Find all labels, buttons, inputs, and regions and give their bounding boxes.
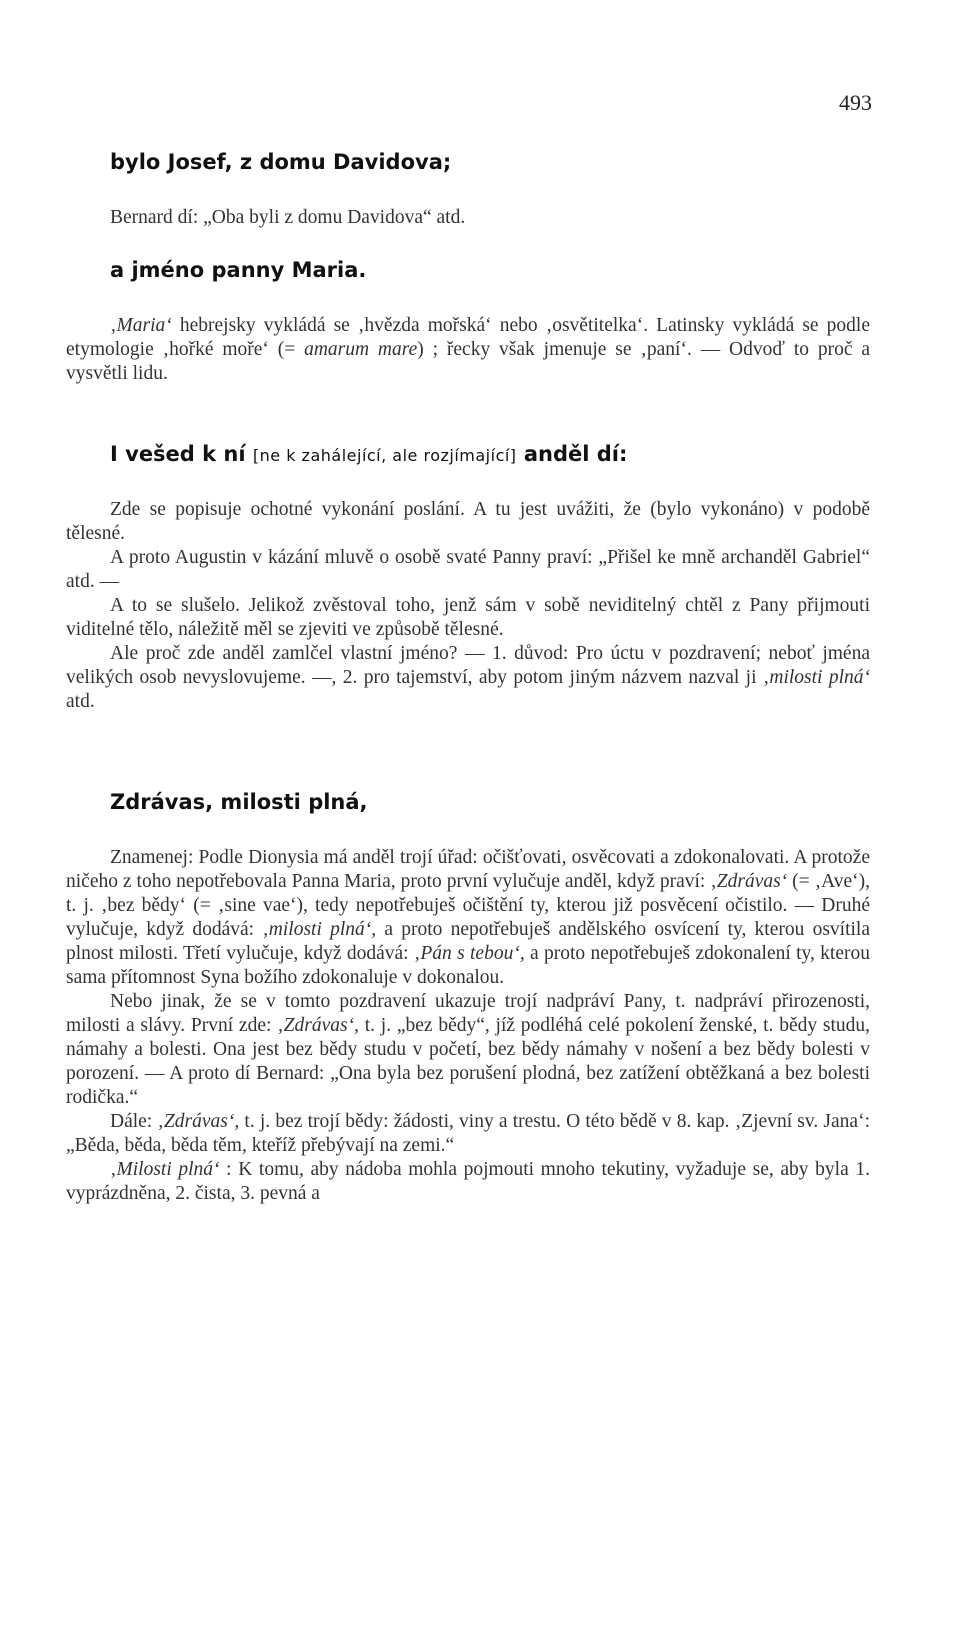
text-run: ) ; řecky však jmenuje se ‚paní‘. — Odvoď to proč a vysvětli lidu. — [66, 339, 870, 384]
heading-part: I vešed k ní — [110, 442, 253, 466]
emphasis: amarum mare — [304, 339, 418, 360]
emphasis: ‚Zdrávas‘, — [277, 1015, 359, 1036]
emphasis: ‚Maria‘ — [110, 315, 172, 336]
emphasis: ‚Pán s tebou‘, — [413, 943, 525, 964]
emphasis: ‚Milosti plná‘ — [110, 1159, 220, 1180]
text-run: Dále: — [110, 1111, 158, 1132]
emphasis: ‚milosti plná‘, — [262, 919, 377, 940]
heading-part: anděl dí: — [516, 442, 628, 466]
paragraph — [66, 642, 870, 714]
emphasis: ‚milosti plná‘ — [762, 667, 871, 688]
heading-angel — [110, 442, 627, 466]
paragraph — [66, 1110, 870, 1158]
text-run: Nebo jinak, že se v tomto pozdravení ukazuje trojí nadpráví Pany, t. nadpráví přirozenosti, milosti a slávy. První zde: — [66, 991, 870, 1036]
text-run: Ale proč zde anděl zamlčel vlastní jméno? — 1. důvod: Pro úctu v pozdravení; neboť jména velikých osob nevyslovujeme. —, 2. pro tajemství, aby potom jiným názvem nazval ji — [66, 643, 870, 688]
text-run: atd. — [66, 691, 95, 712]
paragraph-group-zdravas — [66, 846, 870, 1206]
paragraph: A proto Augustin v kázání mluvě o osobě svaté Panny praví: „Přišel ke mně archanděl Gabriel“ atd. — — [66, 547, 870, 592]
text-run: Znamenej: Podle Dionysia má anděl trojí úřad: očišťovati, osvěcovati a zdokonalovati. A protože ničeho z toho nepotřebovala Panna Maria, proto první vylučuje anděl, když praví: — [66, 847, 870, 892]
text-run: t. j. bez trojí bědy: žádosti, viny a trestu. O této bědě v 8. kap. ‚Zjevní sv. Jana‘: „Běda, běda, běda těm, kteříž přebývají na zemi.“ — [66, 1111, 870, 1156]
text-run: (= ‚Ave‘), t. j. ‚bez bědy‘ (= ‚sine vae‘), tedy nepotřebuješ očištění ty, kterou již posvěcení očistilo. — Druhé vylučuje, když dodává: — [66, 871, 870, 940]
text-run: : K tomu, aby nádoba mohla pojmouti mnoho tekutiny, vyžaduje se, aby byla 1. vyprázdněna, 2. čista, 3. pevná a — [66, 1159, 870, 1204]
text-run: a proto nepotřebuješ zdokonalení ty, kterou sama přítomnost Syna božího zdokonaluje v dokonalou. — [66, 943, 871, 988]
emphasis: ‚Zdrávas‘ — [710, 871, 788, 892]
text-run: hebrejsky vykládá se ‚hvězda mořská‘ nebo ‚osvětitelka‘. Latinsky vykládá se podle etymologie ‚hořké moře‘ (= — [66, 315, 870, 360]
heading-zdravas: Zdrávas, milosti plná, — [110, 790, 368, 814]
heading-bracket-note: [ne k zahálející, ale rozjímající] — [252, 446, 517, 465]
text-run: t. j. „bez bědy“, jíž podléhá celé pokolení ženské, t. bědy studu, námahy a bolesti. Ona jest bez bědy studu v početí, bez bědy námahy v nošení a bez bědy bolesti v porození. — A proto dí Bernard: „Ona byla bez porušení plodná, bez zatížení obtěžkaná a bez bolesti rodička.“ — [66, 1015, 870, 1108]
paragraph: A to se slušelo. Jelikož zvěstoval toho, jenž sám v sobě neviditelný chtěl z Pany přijmouti viditelné tělo, náležitě měl se zjeviti ve způsobě tělesné. — [66, 595, 870, 640]
text-run: a proto nepotřebuješ andělského osvícení ty, kterou osvítila plnost milosti. Třetí vylučuje, když dodává: — [66, 919, 871, 964]
heading-maria: a jméno panny Maria. — [110, 258, 367, 282]
emphasis: ‚Zdrávas‘, — [157, 1111, 240, 1132]
paragraph-group-angel — [66, 498, 870, 714]
paragraph — [66, 990, 870, 1110]
heading-josef: bylo Josef, z domu Davidova; — [110, 150, 452, 174]
paragraph — [66, 1158, 870, 1206]
paragraph-maria-meaning — [66, 314, 870, 386]
paragraph — [66, 846, 870, 990]
paragraph-bernard: Bernard dí: „Oba byli z domu Davidova“ atd. — [110, 207, 466, 228]
paragraph: Zde se popisuje ochotné vykonání poslání. A tu jest uvážiti, že (bylo vykonáno) v podobě tělesné. — [66, 499, 870, 544]
page-number: 493 — [839, 90, 872, 115]
